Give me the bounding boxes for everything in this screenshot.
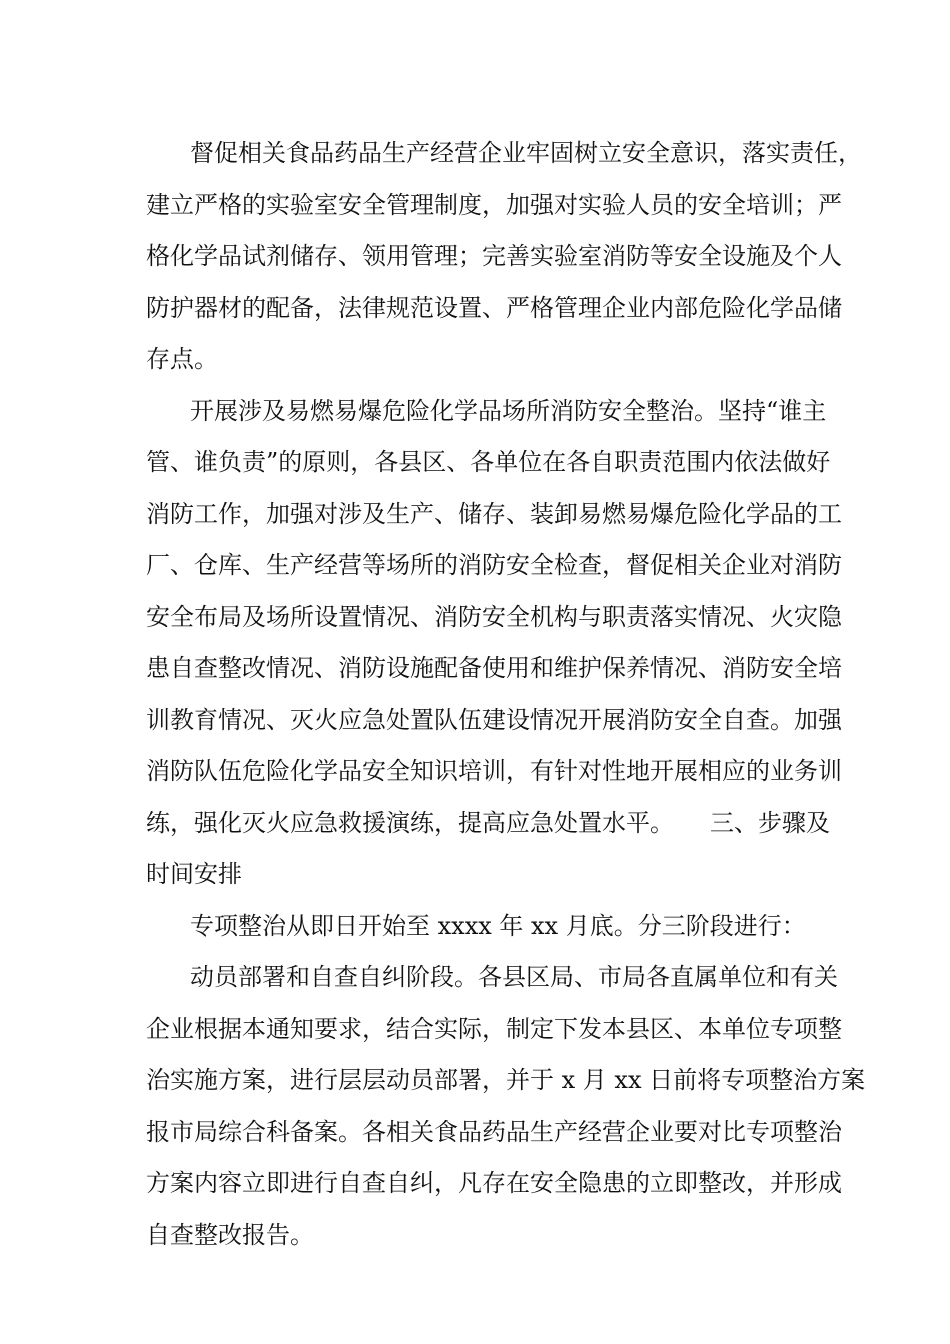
paragraph-line: 消防队伍危险化学品安全知识培训，有针对性地开展相应的业务训 xyxy=(146,757,842,785)
paragraph-line: 报市局综合科备案。各相关食品药品生产经营企业要对比专项整治 xyxy=(146,1117,842,1146)
paragraph-line: 时间安排 xyxy=(146,860,242,888)
paragraph-line: 方案内容立即进行自查自纠，凡存在安全隐患的立即整改，并形成 xyxy=(146,1169,842,1197)
paragraph-line: 安全布局及场所设置情况、消防安全机构与职责落实情况、火灾隐 xyxy=(146,602,842,631)
paragraph-line: 训教育情况、灭火应急处置队伍建设情况开展消防安全自查。加强 xyxy=(146,705,842,734)
paragraph-line: 防护器材的配备，法律规范设置、严格管理企业内部危险化学品储 xyxy=(146,293,842,322)
paragraph-line: 管、谁负责”的原则，各县区、各单位在各自职责范围内依法做好 xyxy=(146,448,831,476)
paragraph-line: 开展涉及易燃易爆危险化学品场所消防安全整治。坚持“谁主 xyxy=(190,396,827,425)
paragraph-line: 消防工作，加强对涉及生产、储存、装卸易燃易爆危险化学品的工 xyxy=(146,499,842,528)
paragraph-line: 督促相关食品药品生产经营企业牢固树立安全意识，落实责任， xyxy=(190,139,862,167)
paragraph-line: 治实施方案，进行层层动员部署，并于 x 月 xx 日前将专项整治方案 xyxy=(146,1066,866,1094)
document-body xyxy=(146,128,866,1261)
paragraph-line: 建立严格的实验室安全管理制度，加强对实验人员的安全培训；严 xyxy=(146,190,842,219)
paragraph-line: 专项整治从即日开始至 xxxx 年 xx 月底。分三阶段进行： xyxy=(190,911,806,940)
paragraph-line: 患自查整改情况、消防设施配备使用和维护保养情况、消防安全培 xyxy=(146,654,842,682)
paragraph-line: 格化学品试剂储存、领用管理；完善实验室消防等安全设施及个人 xyxy=(146,242,842,270)
paragraph-line: 动员部署和自查自纠阶段。各县区局、市局各直属单位和有关 xyxy=(190,963,838,991)
paragraph-line: 练，强化灭火应急救援演练，提高应急处置水平。 三、步骤及 xyxy=(146,808,830,837)
paragraph-line: 企业根据本通知要求，结合实际，制定下发本县区、本单位专项整 xyxy=(146,1014,842,1043)
paragraph-line: 自查整改报告。 xyxy=(146,1220,314,1249)
paragraph-line: 存点。 xyxy=(146,345,218,373)
paragraph-line: 厂、仓库、生产经营等场所的消防安全检查，督促相关企业对消防 xyxy=(146,551,842,579)
